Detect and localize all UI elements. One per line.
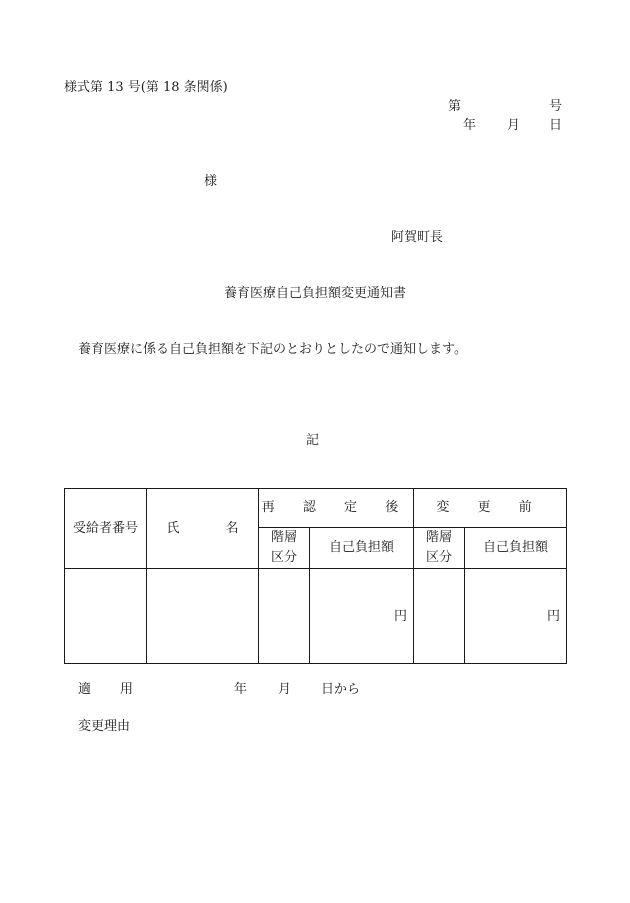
issue-date-year: 年 [463, 118, 477, 133]
cell-copay-before-yen: 円 [465, 569, 567, 664]
header-recipient-number: 受給者番号 [65, 489, 147, 569]
issue-date-day: 日 [549, 118, 563, 133]
header-tier-before-line1: 階層 [425, 530, 452, 545]
header-tier-before [414, 528, 465, 569]
sender-name: 阿賀町長 [391, 230, 444, 245]
header-tier-after-line1: 階層 [270, 530, 297, 545]
header-before-change: 変 更 前 [414, 489, 567, 528]
apply-date-day-from: 日から [321, 682, 361, 697]
apply-label-part2: 用 [120, 682, 134, 697]
form-number-label: 様式第 13 号(第 18 条関係) [64, 80, 228, 95]
header-name-part1: 氏 [166, 520, 180, 536]
cell-name [147, 569, 259, 664]
document-title: 養育医療自己負担額変更通知書 [223, 286, 406, 301]
cell-tier-after [259, 569, 310, 664]
cell-recipient-number [65, 569, 147, 664]
copay-change-table [64, 488, 567, 664]
apply-date-year: 年 [234, 682, 248, 697]
issue-date-month: 月 [507, 118, 521, 133]
header-copay-before: 自己負担額 [465, 528, 567, 569]
apply-label-part1: 適 [78, 682, 92, 697]
header-name [147, 489, 259, 569]
header-tier-after-line2: 区分 [270, 550, 297, 566]
header-tier-after [259, 528, 310, 569]
apply-date-month: 月 [278, 682, 292, 697]
header-copay-after: 自己負担額 [310, 528, 414, 569]
cell-copay-after-yen: 円 [310, 569, 414, 664]
document-number-suffix: 号 [549, 99, 563, 114]
header-after-recertification: 再 認 定 後 [259, 489, 414, 528]
ki-heading: 記 [306, 433, 320, 448]
notice-body-text: 養育医療に係る自己負担額を下記のとおりとしたので通知します。 [78, 342, 467, 357]
change-reason-label: 変更理由 [78, 719, 131, 734]
header-name-part2: 名 [225, 520, 239, 536]
header-tier-before-line2: 区分 [425, 550, 452, 566]
addressee-honorific: 様 [204, 174, 218, 189]
cell-tier-before [414, 569, 465, 664]
document-number-prefix: 第 [448, 99, 462, 114]
